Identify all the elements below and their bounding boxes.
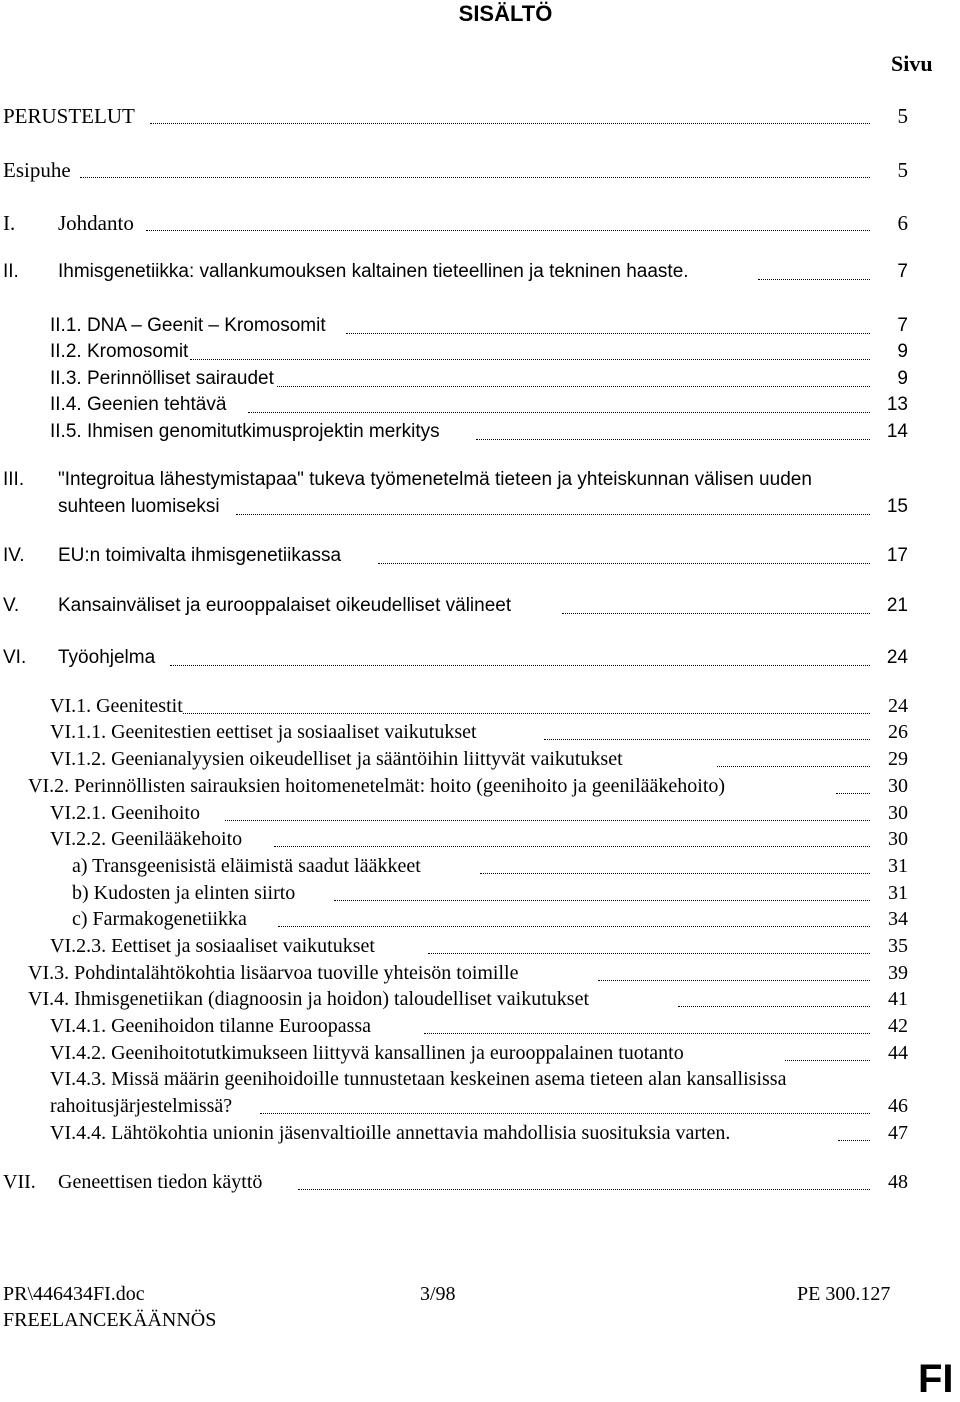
toc-entry-page: 14 [886, 421, 908, 442]
toc-entry[interactable] [0, 593, 910, 619]
toc-entry[interactable] [0, 339, 910, 365]
toc-leader-dots [838, 1140, 870, 1141]
toc-entry-page: 9 [897, 341, 908, 362]
toc-entry[interactable] [0, 826, 910, 852]
toc-entry[interactable] [0, 960, 910, 986]
toc-leader-dots [278, 926, 870, 927]
toc-leader-dots [544, 739, 870, 740]
toc-entry[interactable] [0, 933, 910, 959]
toc-leader-dots [836, 793, 870, 794]
language-code: FI [918, 1357, 954, 1401]
toc-entry[interactable] [0, 906, 910, 932]
toc-entry-page: 6 [897, 211, 908, 235]
toc-entry-page: 5 [897, 158, 908, 182]
toc-entry-title: VI.4.4. Lähtökohtia unionin jäsenvaltioille annettavia mahdollisia suosituksia varten. [50, 1122, 731, 1144]
toc-entry[interactable] [0, 693, 910, 719]
toc-entry[interactable] [0, 645, 910, 671]
toc-entry-title: II.4. Geenien tehtävä [50, 394, 227, 415]
toc-entry[interactable] [0, 392, 910, 418]
footer-pe-number: PE 300.127 [797, 1283, 891, 1305]
toc-entry-title: Ihmisgenetiikka: vallankumouksen kaltainen tieteellinen ja tekninen haaste. [58, 261, 689, 282]
toc-entry-title: c) Farmakogenetiikka [72, 908, 247, 930]
toc-entry-page: 42 [888, 1015, 908, 1037]
toc-leader-dots [170, 665, 870, 666]
toc-entry[interactable] [0, 719, 910, 745]
toc-entry-number: IV. [3, 545, 25, 566]
toc-entry[interactable] [0, 773, 910, 799]
toc-entry-title: VI.2.1. Geenihoito [50, 802, 200, 824]
toc-entry[interactable] [0, 467, 910, 493]
toc-entry-number: VII. [3, 1171, 36, 1193]
toc-entry-title: a) Transgeenisistä eläimistä saadut lääkkeet [72, 855, 421, 877]
toc-leader-dots [248, 412, 870, 413]
toc-leader-dots [346, 333, 870, 334]
toc-entry-page: 46 [888, 1095, 908, 1117]
toc-entry[interactable] [0, 366, 910, 392]
toc-entry[interactable] [0, 1013, 910, 1039]
toc-entry-page: 31 [888, 882, 908, 904]
toc-entry-title: Johdanto [58, 211, 134, 235]
toc-entry-title: PERUSTELUT [3, 104, 135, 128]
toc-entry-page: 35 [888, 935, 908, 957]
toc-entry-title: VI.3. Pohdintalähtökohtia lisäarvoa tuoville yhteisön toimille [28, 962, 519, 984]
toc-entry-page: 31 [888, 855, 908, 877]
toc-entry-number: I. [3, 211, 16, 235]
toc-entry-page: 39 [888, 962, 908, 984]
toc-entry-title: VI.2.3. Eettiset ja sosiaaliset vaikutukset [50, 935, 375, 957]
toc-entry[interactable] [0, 259, 910, 285]
toc-entry-title: Työohjelma [58, 647, 156, 668]
toc-entry[interactable] [0, 746, 910, 772]
toc-leader-dots [562, 613, 870, 614]
toc-entry-title: VI.1.2. Geenianalyysien oikeudelliset ja sääntöihin liittyvät vaikutukset [50, 748, 623, 770]
toc-entry-page: 5 [897, 104, 908, 128]
toc-entry[interactable] [0, 210, 910, 236]
toc-entry-page: 15 [886, 496, 908, 517]
toc-entry[interactable] [0, 1169, 910, 1195]
toc-entry-title: VI.4. Ihmisgenetiikan (diagnoosin ja hoidon) taloudelliset vaikutukset [28, 988, 590, 1010]
toc-leader-dots [428, 953, 870, 954]
toc-leader-dots [236, 514, 870, 515]
toc-leader-dots [717, 766, 870, 767]
toc-entry-title: Esipuhe [3, 158, 71, 182]
toc-entry[interactable] [0, 800, 910, 826]
footer-translation-note: FREELANCEKÄÄNNÖS [3, 1309, 217, 1331]
toc-leader-dots [150, 123, 870, 124]
toc-leader-dots [480, 873, 870, 874]
toc-entry-title: Geneettisen tiedon käyttö [58, 1171, 263, 1193]
toc-leader-dots [80, 177, 870, 178]
toc-entry-title: VI.1. Geenitestit [50, 695, 183, 717]
toc-leader-dots [190, 359, 870, 360]
toc-leader-dots [678, 1006, 870, 1007]
toc-entry-page: 7 [897, 315, 908, 336]
toc-entry-number: II. [3, 261, 19, 282]
toc-leader-dots [758, 279, 870, 280]
toc-entry-title: II.2. Kromosomit [50, 341, 189, 362]
toc-entry-title: rahoitusjärjestelmissä? [50, 1095, 233, 1117]
toc-entry[interactable] [0, 313, 910, 339]
toc-entry[interactable] [0, 1066, 910, 1092]
toc-entry-page: 30 [888, 775, 908, 797]
toc-leader-dots [598, 980, 870, 981]
toc-entry[interactable] [0, 543, 910, 569]
toc-entry-title: VI.4.1. Geenihoidon tilanne Euroopassa [50, 1015, 372, 1037]
toc-entry[interactable] [0, 103, 910, 129]
toc-leader-dots [260, 1113, 870, 1114]
toc-entry-page: 30 [888, 802, 908, 824]
toc-entry[interactable] [0, 880, 910, 906]
footer-page-number: 3/98 [420, 1283, 456, 1305]
toc-entry-title: VI.1.1. Geenitestien eettiset ja sosiaaliset vaikutukset [50, 721, 477, 743]
toc-entry-title: II.1. DNA – Geenit – Kromosomit [50, 315, 326, 336]
toc-entry-page: 26 [888, 721, 908, 743]
toc-entry-page: 13 [886, 394, 908, 415]
toc-leader-dots [225, 820, 870, 821]
toc-leader-dots [476, 439, 870, 440]
toc-entry-page: 29 [888, 748, 908, 770]
toc-entry-page: 21 [886, 595, 908, 616]
toc-entry-number: V. [3, 595, 20, 616]
toc-entry-title: II.3. Perinnölliset sairaudet [50, 368, 274, 389]
toc-entry-page: 24 [888, 695, 908, 717]
page-title: SISÄLTÖ [458, 1, 553, 26]
toc-entry-page: 9 [897, 368, 908, 389]
toc-leader-dots [298, 1189, 870, 1190]
toc-entry-page: 48 [888, 1171, 908, 1193]
toc-entry-page: 34 [888, 908, 908, 930]
toc-entry-title: VI.2.2. Geenilääkehoito [50, 828, 243, 850]
toc-entry[interactable] [0, 986, 910, 1012]
toc-leader-dots [378, 563, 870, 564]
toc-entry-page: 44 [888, 1042, 908, 1064]
toc-leader-dots [424, 1033, 870, 1034]
toc-entry-number: III. [3, 469, 25, 490]
toc-leader-dots [785, 1060, 870, 1061]
page-column-label: Sivu [891, 51, 933, 76]
toc-entry-page: 47 [888, 1122, 908, 1144]
toc-entry[interactable] [0, 853, 910, 879]
toc-entry-page: 30 [888, 828, 908, 850]
toc-entry-title: II.5. Ihmisen genomitutkimusprojektin merkitys [50, 421, 440, 442]
toc-entry[interactable] [0, 157, 910, 183]
toc-entry[interactable] [0, 494, 910, 520]
toc-entry-page: 17 [886, 545, 908, 566]
toc-entry-title: VI.4.3. Missä määrin geenihoidoille tunnustetaan keskeinen asema tieteen alan kansallisissa [50, 1068, 787, 1090]
toc-entry-title: VI.4.2. Geenihoitotutkimukseen liittyvä kansallinen ja eurooppalainen tuotanto [50, 1042, 684, 1064]
toc-leader-dots [334, 900, 870, 901]
toc-entry[interactable] [0, 1120, 910, 1146]
toc-entry-page: 24 [886, 647, 908, 668]
toc-entry-title: VI.2. Perinnöllisten sairauksien hoitomenetelmät: hoito (geenihoito ja geenilääkehoito) [28, 775, 726, 797]
toc-entry-page: 41 [888, 988, 908, 1010]
toc-leader-dots [146, 230, 870, 231]
toc-entry-title: "Integroitua lähestymistapaa" tukeva työmenetelmä tieteen ja yhteiskunnan välisen uuden [58, 469, 812, 490]
toc-entry[interactable] [0, 419, 910, 445]
toc-leader-dots [277, 386, 870, 387]
toc-leader-dots [274, 846, 870, 847]
toc-entry-title: b) Kudosten ja elinten siirto [72, 882, 296, 904]
toc-entry[interactable] [0, 1040, 910, 1066]
footer-doc-ref: PR\446434FI.doc [3, 1283, 145, 1305]
toc-entry-number: VI. [3, 647, 27, 668]
toc-entry[interactable] [0, 1093, 910, 1119]
toc-leader-dots [183, 713, 870, 714]
toc-entry-title: EU:n toimivalta ihmisgenetiikassa [58, 545, 342, 566]
toc-entry-page: 7 [897, 261, 908, 282]
toc-entry-title: Kansainväliset ja eurooppalaiset oikeudelliset välineet [58, 595, 512, 616]
toc-entry-title: suhteen luomiseksi [58, 496, 220, 517]
